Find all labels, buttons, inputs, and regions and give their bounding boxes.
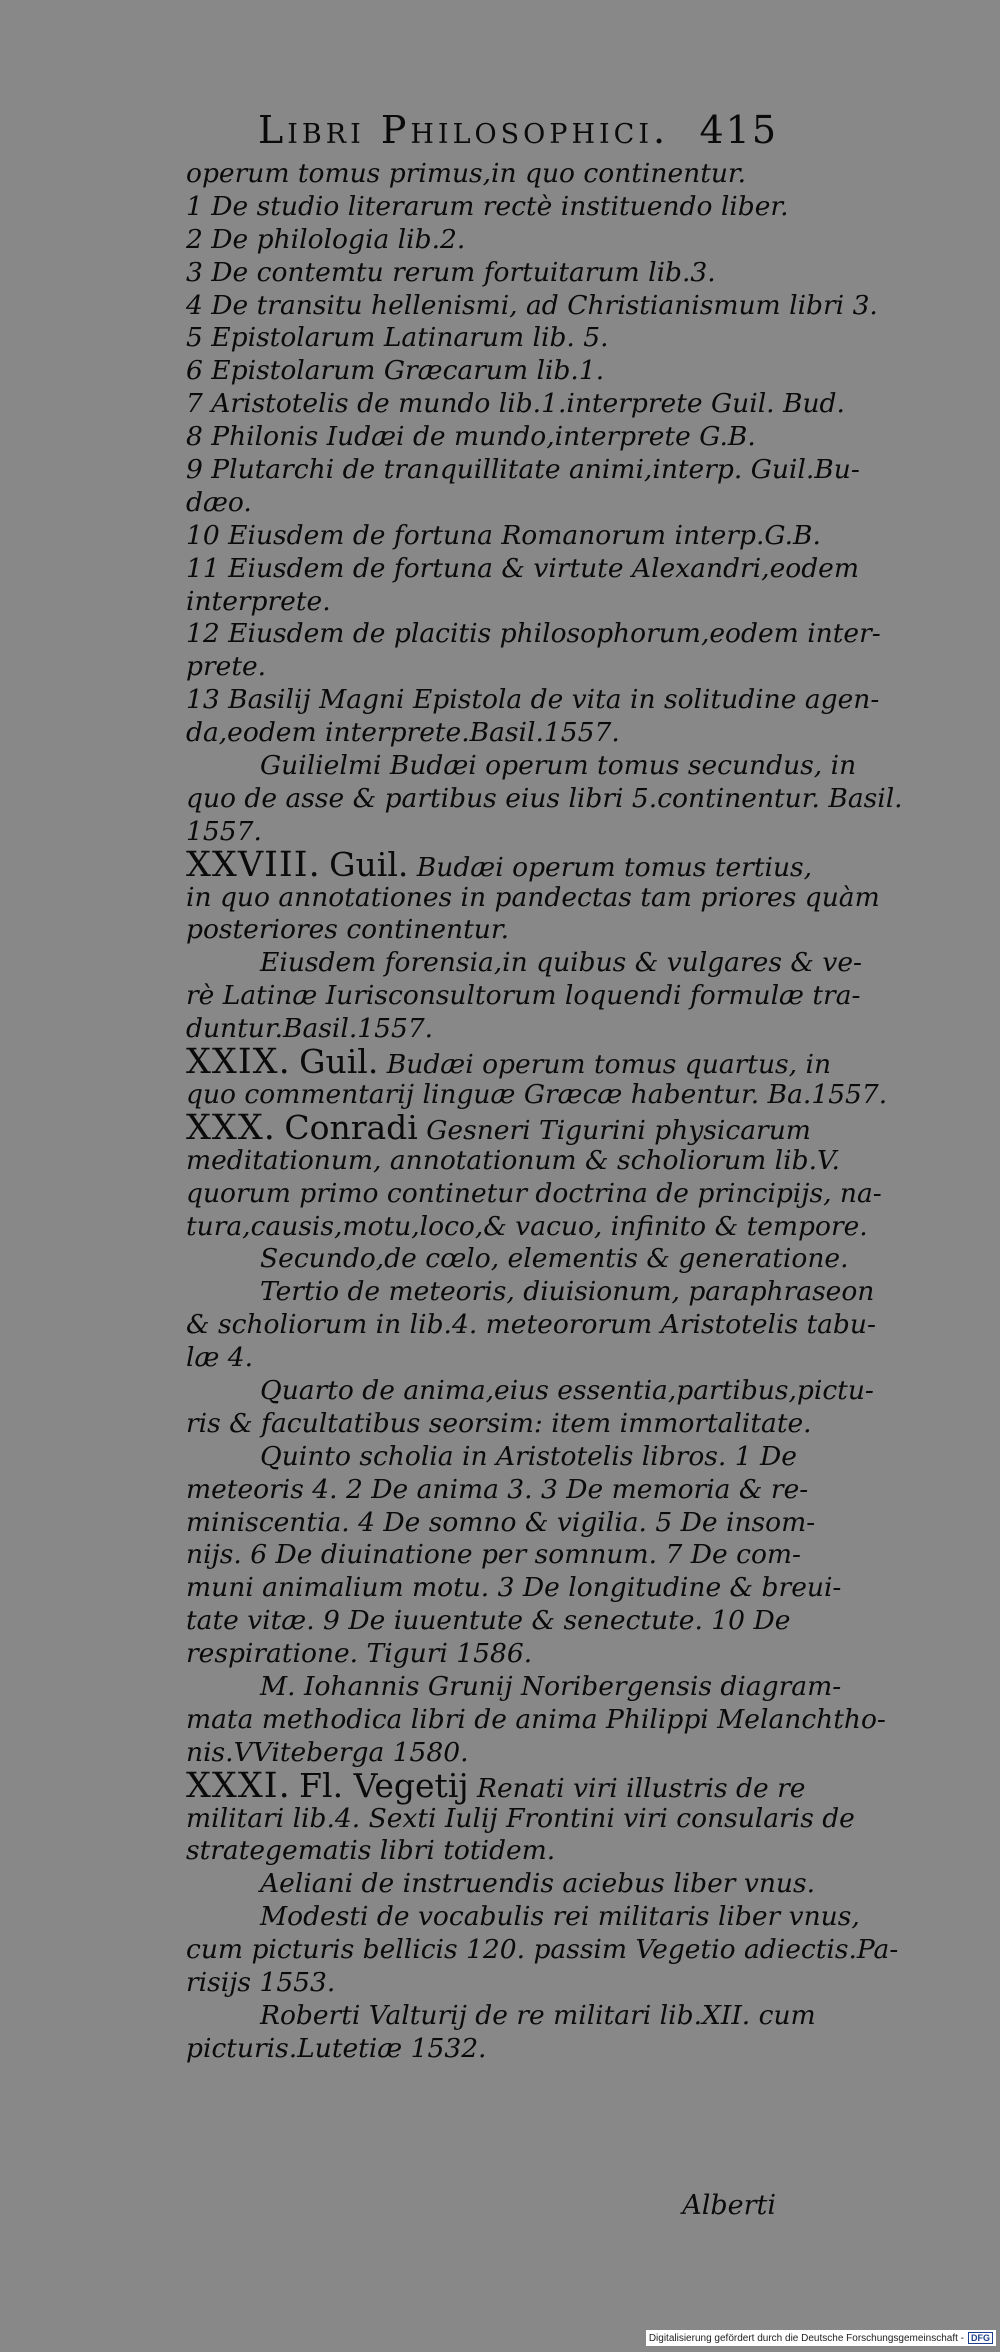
line-text: 3 De contemtu rerum fortuitarum lib.3. <box>186 256 716 288</box>
text-line <box>186 1703 886 1737</box>
line-text: quorum primo continetur doctrina de principijs, na- <box>186 1177 882 1209</box>
line-text: tura,causis,motu,loco,& vacuo, infinito & tempore. <box>186 1210 868 1242</box>
line-text: respiratione. Tiguri 1586. <box>186 1638 533 1670</box>
catchword: Alberti <box>682 2190 776 2221</box>
line-text: cum picturis bellicis 120. passim Vegetio adiectis.Pa- <box>186 1934 899 1966</box>
text-line <box>186 190 789 224</box>
line-text: quo de asse & partibus eius libri 5.continentur. Basil. <box>186 782 903 814</box>
text-line <box>186 2033 776 2066</box>
line-text: miniscentia. 4 De somno & vigilia. 5 De insom- <box>186 1506 816 1538</box>
entry-author-name: Guil. <box>299 1042 379 1082</box>
text-line <box>186 1177 882 1211</box>
text-line <box>186 881 880 915</box>
line-text: Tertio de meteoris, diuisionum, paraphraseon <box>260 1276 875 1308</box>
text-line <box>186 1868 816 1901</box>
text-line <box>186 980 861 1013</box>
text-line <box>186 158 776 191</box>
line-text: 4 De transitu hellenismi, ad Christianismum libri 3. <box>186 289 878 321</box>
catalog-text <box>186 158 903 2066</box>
line-text: prete. <box>186 651 267 683</box>
catalog-entry-heading <box>186 844 813 885</box>
text-line <box>186 1144 840 1178</box>
line-text: 12 Eiusdem de placitis philosophorum,eodem inter- <box>186 618 881 650</box>
text-line <box>186 421 776 454</box>
line-text: nijs. 6 De diuinatione per somnum. 7 De com- <box>186 1539 801 1571</box>
line-text: tate vitæ. 9 De iuuentute & senectute. 10 De <box>186 1605 791 1637</box>
line-text: dæo. <box>186 486 252 518</box>
text-line <box>186 651 776 684</box>
text-line <box>186 1276 875 1309</box>
text-line <box>186 552 859 586</box>
line-text: militari lib.4. Sexti Iulij Frontini viri consularis de <box>186 1802 855 1834</box>
line-text: duntur.Basil.1557. <box>186 1013 434 1045</box>
text-line <box>186 1506 816 1540</box>
text-line <box>186 487 776 520</box>
text-line <box>186 1802 855 1836</box>
text-line <box>186 257 776 290</box>
text-line <box>186 289 878 323</box>
running-title: Libri Philosophici. <box>258 108 670 152</box>
entry-number: XXIX. <box>186 1042 291 1083</box>
line-text: ris & facultatibus seorsim: item immortalitate. <box>186 1407 812 1439</box>
line-text: læ 4. <box>186 1342 254 1374</box>
text-line <box>186 618 881 651</box>
line-text: meteoris 4. 2 De anima 3. 3 De memoria & re- <box>186 1473 809 1505</box>
text-line <box>186 1967 776 2000</box>
text-line <box>186 1670 842 1704</box>
text-line <box>186 684 880 717</box>
line-text: Eiusdem forensia,in quibus & vulgares & ve- <box>260 947 862 979</box>
text-line <box>186 1835 776 1868</box>
dfg-logo-icon: DFG <box>968 2332 993 2344</box>
entry-author-name: Fl. Vegetij <box>299 1765 469 1805</box>
text-line <box>186 1440 797 1474</box>
line-text: Gesneri Tigurini physicarum <box>417 1114 811 1146</box>
line-text: posteriores continentur. <box>186 914 510 946</box>
line-text: Guilielmi Budæi operum tomus secundus, in <box>260 750 857 782</box>
footer-credit-text: Digitalisierung gefördert durch die Deutsche Forschungsgemeinschaft - <box>648 2332 964 2344</box>
line-text: Renati viri illustris de re <box>468 1772 806 1804</box>
line-text: Budæi operum tomus quartus, in <box>378 1049 832 1081</box>
line-text: 1 De studio literarum rectè instituendo liber. <box>186 190 789 222</box>
line-text: quo commentarij linguæ Græcæ habentur. Ba.1557. <box>186 1078 888 1110</box>
text-line <box>186 717 776 750</box>
entry-number: XXX. <box>186 1107 276 1148</box>
text-line <box>186 586 776 619</box>
text-line <box>186 1309 876 1342</box>
text-line <box>186 519 821 553</box>
text-line <box>186 1539 801 1572</box>
line-text: Quarto de anima,eius essentia,partibus,pictu- <box>260 1374 874 1406</box>
entry-author-name: Guil. <box>329 844 409 884</box>
line-text: M. Iohannis Grunij Noribergensis diagram- <box>260 1670 842 1702</box>
text-line <box>186 914 776 947</box>
line-text: Secundo,de cœlo, elementis & generatione. <box>260 1243 849 1275</box>
line-text: da,eodem interprete.Basil.1557. <box>186 717 620 749</box>
entry-number: XXVIII. <box>186 844 321 885</box>
text-line <box>186 1473 809 1507</box>
entry-number: XXXI. <box>186 1765 291 1806</box>
line-text: risijs 1553. <box>186 1966 336 1998</box>
text-line <box>186 224 776 257</box>
text-line <box>186 1407 812 1441</box>
line-text: interprete. <box>186 585 331 617</box>
line-text: nis.VViteberga 1580. <box>186 1736 469 1768</box>
line-text: 5 Epistolarum Latinarum lib. 5. <box>186 322 609 354</box>
line-text: operum tomus primus,in quo continentur. <box>186 158 747 189</box>
line-text: 11 Eiusdem de fortuna & virtute Alexandri,eodem <box>186 552 859 584</box>
page-number: 415 <box>699 108 778 152</box>
text-line <box>186 1210 868 1244</box>
line-text: in quo annotationes in pandectas tam priores quàm <box>186 881 880 913</box>
line-text: & scholiorum in lib.4. meteororum Aristotelis tabu- <box>186 1309 876 1341</box>
entry-author-name: Conradi <box>284 1107 418 1147</box>
line-text: Quinto scholia in Aristotelis libros. 1 De <box>260 1440 797 1472</box>
text-line <box>186 1999 816 2033</box>
line-text: Modesti de vocabulis rei militaris liber vnus, <box>260 1901 860 1933</box>
line-text: Aeliani de instruendis aciebus liber vnus. <box>260 1868 816 1900</box>
line-text: Budæi operum tomus tertius, <box>408 851 813 883</box>
line-text: muni animalium motu. 3 De longitudine & breui- <box>186 1572 842 1604</box>
line-text: 13 Basilij Magni Epistola de vita in solitudine agen- <box>186 684 880 716</box>
line-text: Roberti Valturij de re militari lib.XII. cum <box>260 1999 816 2031</box>
line-text: 9 Plutarchi de tranquillitate animi,interp. Guil.Bu- <box>186 454 860 486</box>
line-text: 1557. <box>186 815 262 847</box>
digitization-credit <box>646 2330 996 2346</box>
text-line <box>186 322 776 355</box>
line-text: picturis.Lutetiæ 1532. <box>186 2032 487 2064</box>
text-line <box>186 1342 776 1375</box>
catalog-entry-heading <box>186 1107 811 1148</box>
text-line <box>186 1572 842 1605</box>
page-header <box>258 108 778 152</box>
line-text: 10 Eiusdem de fortuna Romanorum interp.G.B. <box>186 519 821 551</box>
line-text: mata methodica libri de anima Philippi Melanchtho- <box>186 1703 886 1735</box>
line-text: 6 Epistolarum Græcarum lib.1. <box>186 355 605 387</box>
text-line <box>186 1934 899 1967</box>
text-line <box>186 355 776 388</box>
text-line <box>186 1901 860 1934</box>
text-line <box>186 947 862 980</box>
text-line <box>186 454 860 487</box>
text-line <box>186 1243 849 1276</box>
text-line <box>186 750 857 783</box>
text-line <box>186 1374 874 1408</box>
text-line <box>186 1638 776 1671</box>
line-text: 8 Philonis Iudæi de mundo,interprete G.B. <box>186 421 756 453</box>
line-text: strategematis libri totidem. <box>186 1835 556 1867</box>
catalog-entry-heading <box>186 1042 832 1083</box>
text-line <box>186 388 845 421</box>
text-line <box>186 782 903 816</box>
line-text: 7 Aristotelis de mundo lib.1.interprete Guil. Bud. <box>186 388 845 420</box>
line-text: meditationum, annotationum & scholiorum lib.V. <box>186 1144 840 1176</box>
line-text: rè Latinæ Iurisconsultorum loquendi formulæ tra- <box>186 980 861 1012</box>
line-text: 2 De philologia lib.2. <box>186 223 466 255</box>
catalog-entry-heading <box>186 1765 806 1806</box>
text-line <box>186 1605 791 1638</box>
